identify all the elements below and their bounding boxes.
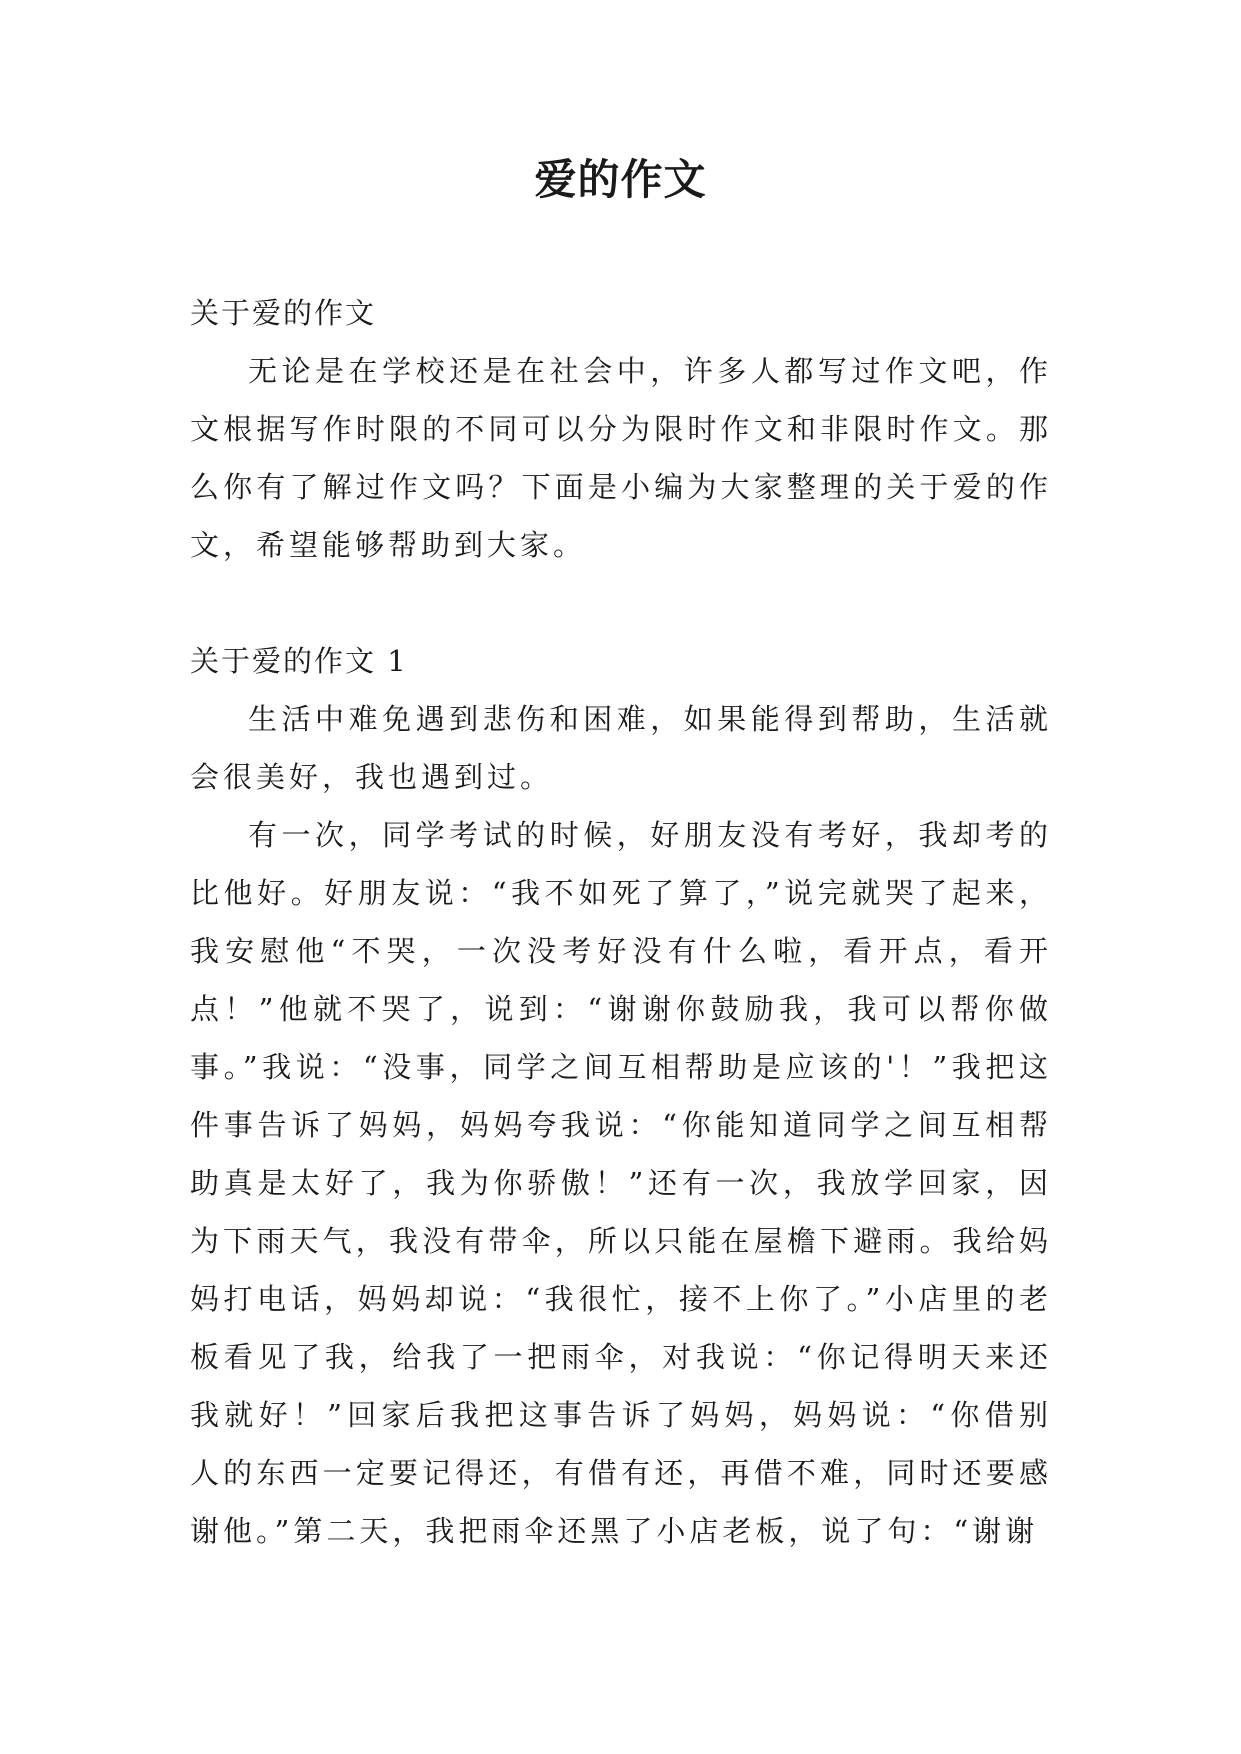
section1-heading: 关于爱的作文 1 xyxy=(190,644,408,678)
section1-paragraph-2: 有一次，同学考试的时候，好朋友没有考好，我却考的比他好。好朋友说：“我不如死了算了，”说完就哭了起来，我安慰他“不哭，一次没考好没有什么啦，看开点，看开点！”他就不哭了，说到：“谢谢你鼓励我，我可以帮你做事。”我说：“没事，同学之间互相帮助是应该的'！”我把这件事告诉了妈妈，妈妈夸我说：“你能知道同学之间互相帮助真是太好了，我为你骄傲！”还有一次，我放学回家，因为下雨天气，我没有带伞，所以只能在屋檐下避雨。我给妈妈打电话，妈妈却说：“我很忙，接不上你了。”小店里的老板看见了我，给我了一把雨伞，对我说：“你记得明天来还我就好！”回家后我把这事告诉了妈妈，妈妈说：“你借别人的东西一定要记得还，有借有还，再借不难，同时还要感谢他。”第二天，我把雨伞还黑了小店老板，说了句：“谢谢 xyxy=(190,818,1052,1548)
intro-heading: 关于爱的作文 xyxy=(190,296,377,330)
intro-paragraph: 无论是在学校还是在社会中，许多人都写过作文吧，作文根据写作时限的不同可以分为限时作文和非限时作文。那么你有了解过作文吗？下面是小编为大家整理的关于爱的作文，希望能够帮助到大家。 xyxy=(190,354,1052,562)
section-spacer xyxy=(190,574,1052,632)
document-body xyxy=(190,284,1052,1560)
section1-paragraph-1: 生活中难免遇到悲伤和困难，如果能得到帮助，生活就会很美好，我也遇到过。 xyxy=(190,702,1052,794)
document-title: 爱的作文 xyxy=(534,155,707,204)
